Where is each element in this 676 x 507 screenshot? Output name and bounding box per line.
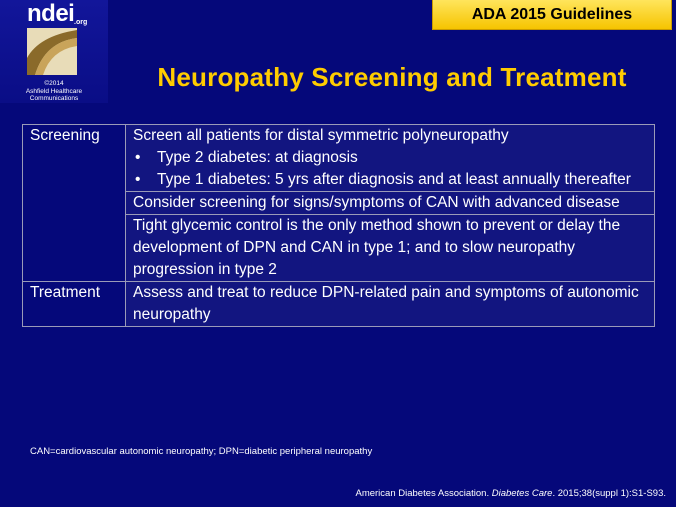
citation-journal: Diabetes Care bbox=[491, 488, 553, 499]
guidelines-badge: ADA 2015 Guidelines bbox=[432, 0, 672, 30]
ndei-logo bbox=[0, 0, 108, 103]
list-item: • Type 1 diabetes: 5 yrs after diagnosis and at least annually thereafter bbox=[133, 169, 647, 191]
citation-prefix: American Diabetes Association. bbox=[355, 488, 492, 499]
copyright-line: ©2014 bbox=[44, 80, 64, 87]
logo-wordmark: ndei bbox=[27, 0, 75, 27]
can-screening-cell: Consider screening for signs/symptoms of CAN with advanced disease bbox=[126, 192, 655, 215]
glycemic-control-cell: Tight glycemic control is the only method shown to prevent or delay the development of DPN and CAN in type 1; and to slow neuropathy progression in type 2 bbox=[126, 215, 655, 282]
logo-org-suffix: .org bbox=[74, 19, 88, 26]
copyright-line: Communications bbox=[29, 95, 79, 102]
citation-suffix: . 2015;38(suppl 1):S1-S93. bbox=[552, 488, 666, 499]
page-title: Neuropathy Screening and Treatment bbox=[157, 62, 627, 92]
logo-emblem-icon bbox=[27, 28, 77, 75]
list-item: • Type 2 diabetes: at diagnosis bbox=[133, 147, 647, 169]
abbreviations-footnote: CAN=cardiovascular autonomic neuropathy; DPN=diabetic peripheral neuropathy bbox=[30, 446, 373, 457]
screening-bullets bbox=[133, 147, 647, 191]
table-row bbox=[23, 282, 655, 327]
screening-cell bbox=[126, 125, 655, 192]
copyright bbox=[0, 80, 108, 103]
category-screening: Screening bbox=[23, 125, 126, 282]
copyright-line: Ashfield Healthcare bbox=[25, 87, 83, 95]
category-treatment: Treatment bbox=[23, 282, 126, 327]
screening-treatment-table bbox=[22, 124, 655, 327]
citation bbox=[355, 488, 666, 499]
table-row bbox=[23, 125, 655, 192]
treatment-cell: Assess and treat to reduce DPN-related pain and symptoms of autonomic neuropathy bbox=[126, 282, 655, 327]
screening-intro: Screen all patients for distal symmetric polyneuropathy bbox=[133, 127, 509, 144]
